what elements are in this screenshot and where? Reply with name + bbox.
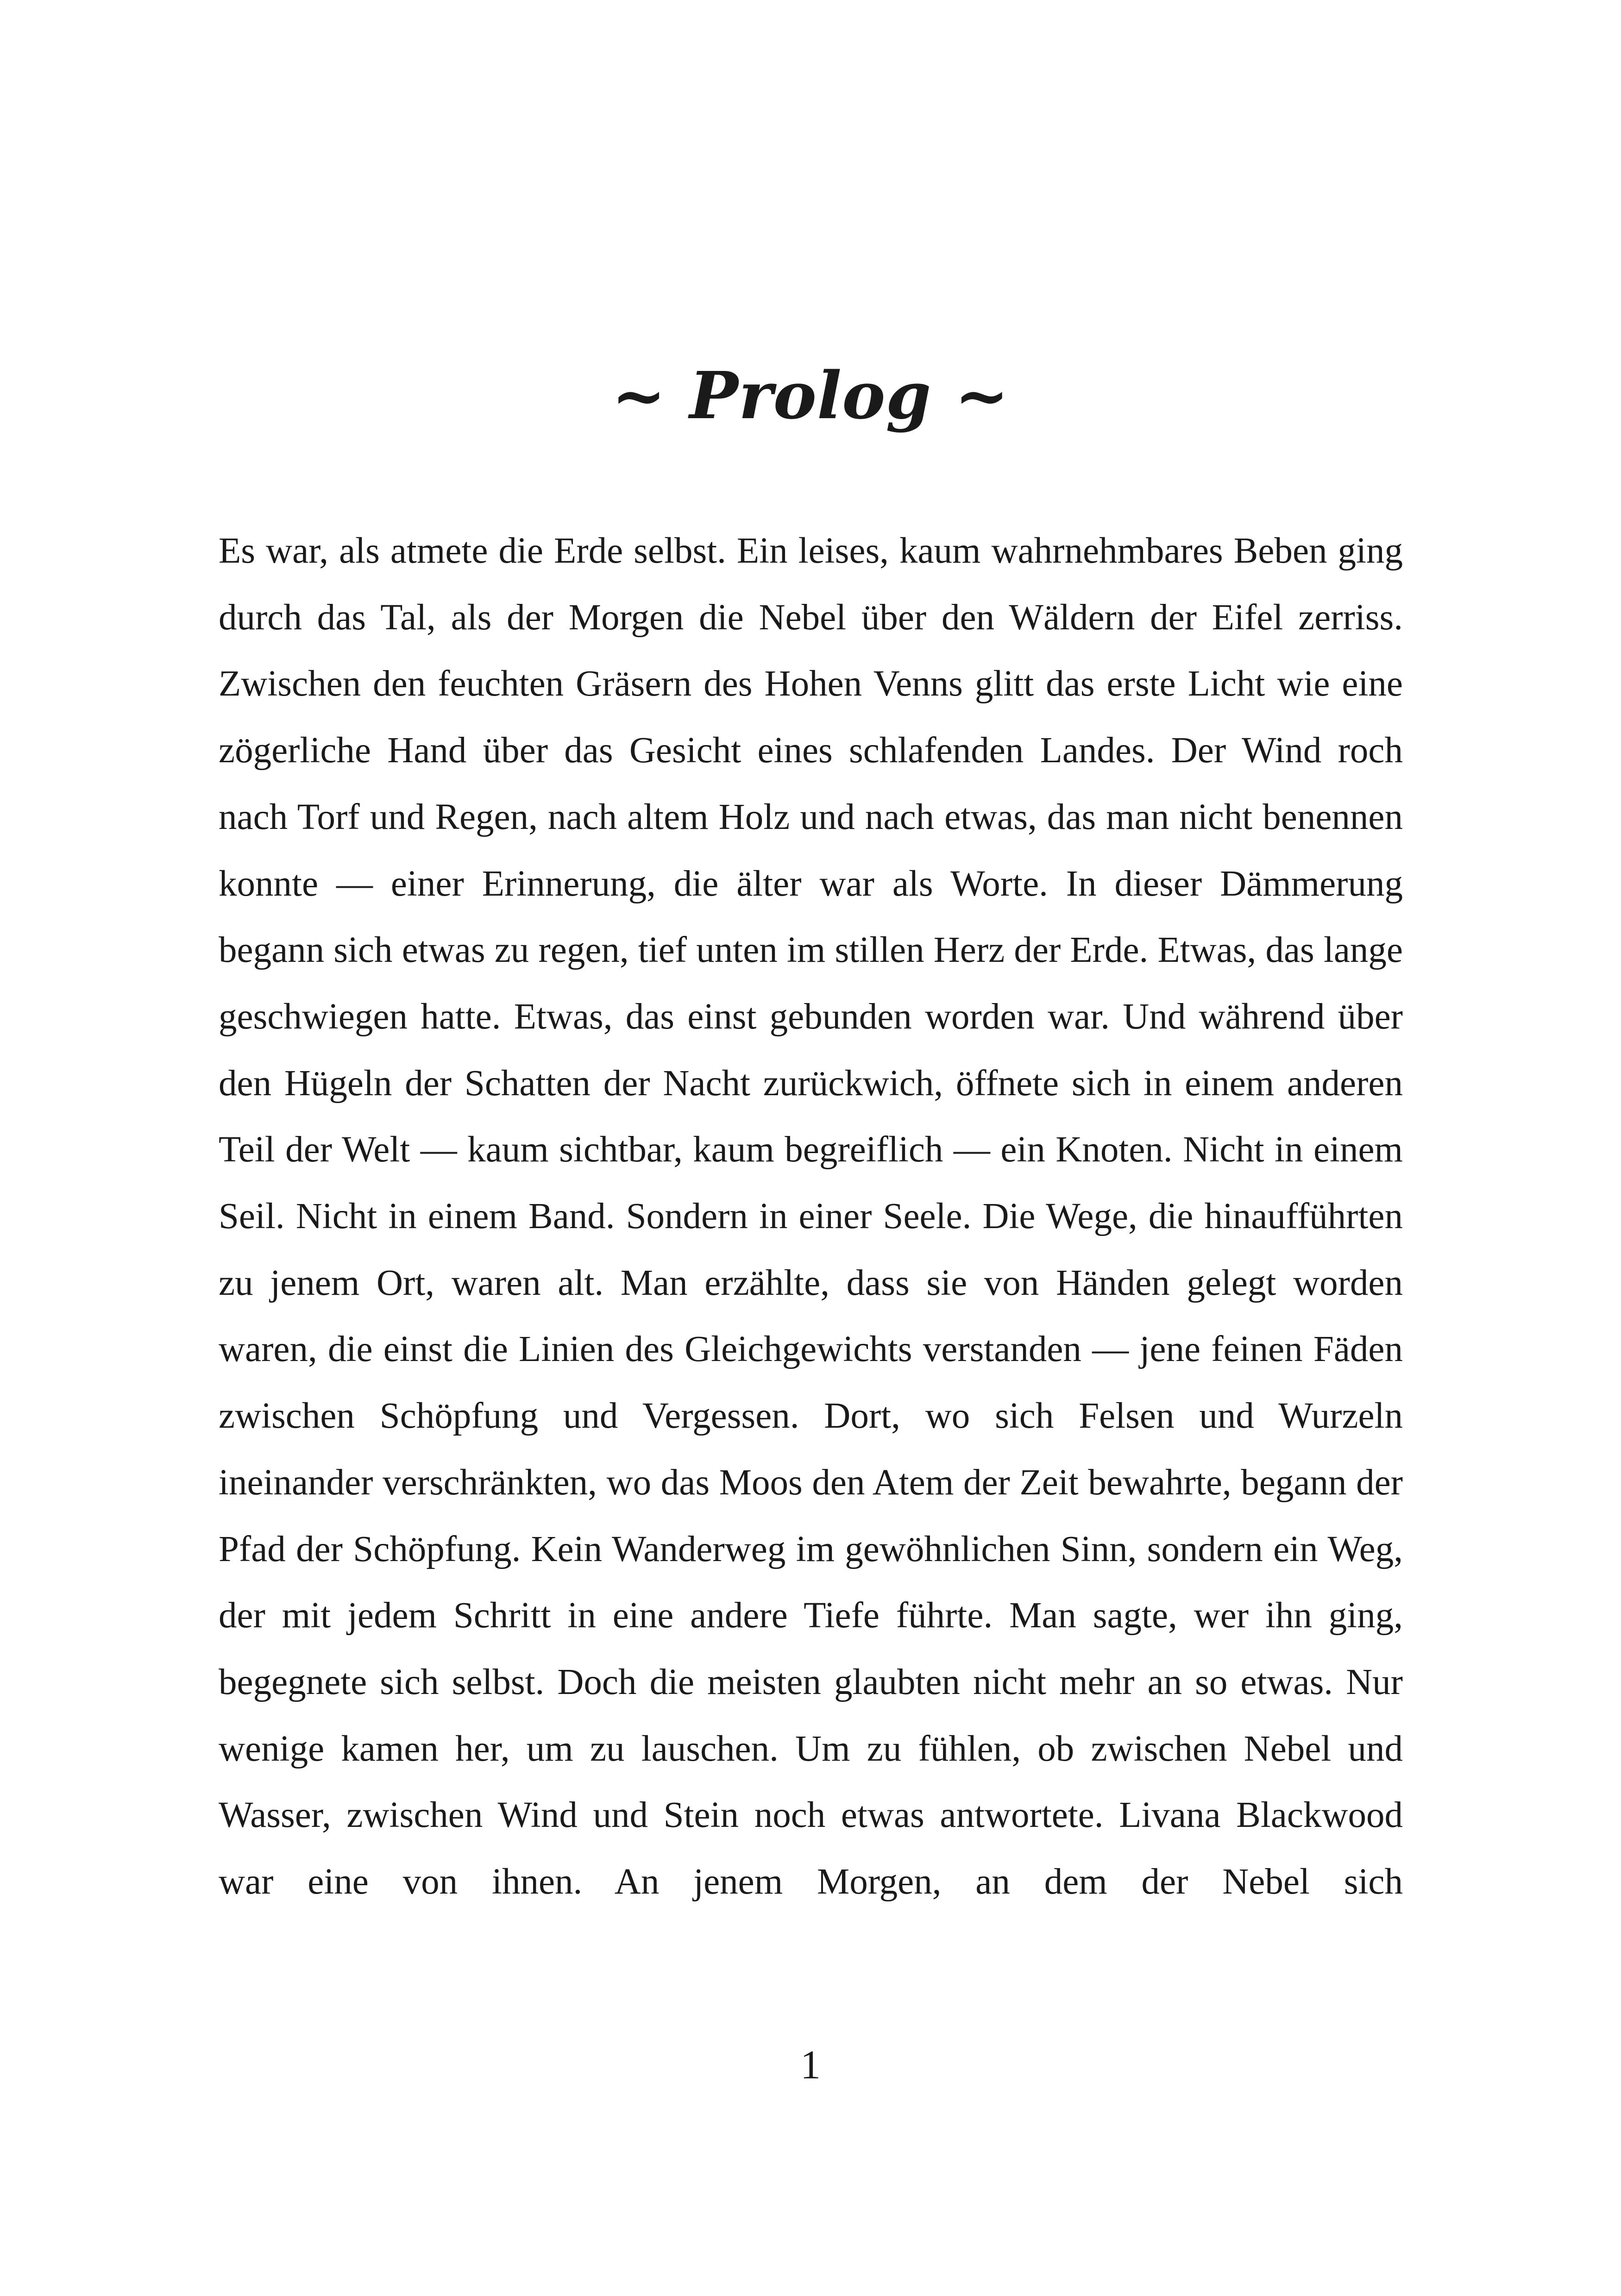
chapter-title: ~ Prolog ~ bbox=[611, 358, 1010, 434]
page-number: 1 bbox=[800, 2043, 821, 2088]
body-paragraph: Es war, als atmete die Erde selbst. Ein leises, kaum wahrnehmbares Beben ging durch das Tal, als der Morgen die Nebel über den Wäldern der Eifel zerriss. Zwischen den feuchten Gräsern des Hohen Venns glitt das erste Licht wie eine zögerliche Hand über das Gesicht eines schlafenden Landes. Der Wind roch nach Torf und Regen, nach altem Holz und nach etwas, das man nicht benennen konnte — einer Erinnerung, die älter war als Worte. In dieser Dämmerung begann sich etwas zu regen, tief unten im stillen Herz der Erde. Etwas, das lange geschwiegen hatte. Etwas, das einst gebunden worden war. Und während über den Hügeln der Schatten der Nacht zurückwich, öffnete sich in einem anderen Teil der Welt — kaum sichtbar, kaum begreiflich — ein Knoten. Nicht in einem Seil. Nicht in einem Band. Sondern in einer Seele. Die Wege, die hinaufführten zu jenem Ort, waren alt. Man erzählte, dass sie von Händen gelegt worden waren, die einst die Linien des Gleichgewichts verstanden — jene feinen Fäden zwischen Schöpfung und Vergessen. Dort, wo sich Felsen und Wurzeln ineinander verschränkten, wo das Moos den Atem der Zeit bewahrte, begann der Pfad der Schöpfung. Kein Wanderweg im gewöhnlichen Sinn, sondern ein Weg, der mit jedem Schritt in eine andere Tiefe führte. Man sagte, wer ihn ging, begegnete sich selbst. Doch die meisten glaubten nicht mehr an so etwas. Nur wenige kamen her, um zu lauschen. Um zu fühlen, ob zwischen Nebel und Wasser, zwischen Wind und Stein noch etwas antwortete. Livana Blackwood war eine von ihnen. An jenem Morgen, an dem der Nebel sich bbox=[219, 531, 1403, 1902]
